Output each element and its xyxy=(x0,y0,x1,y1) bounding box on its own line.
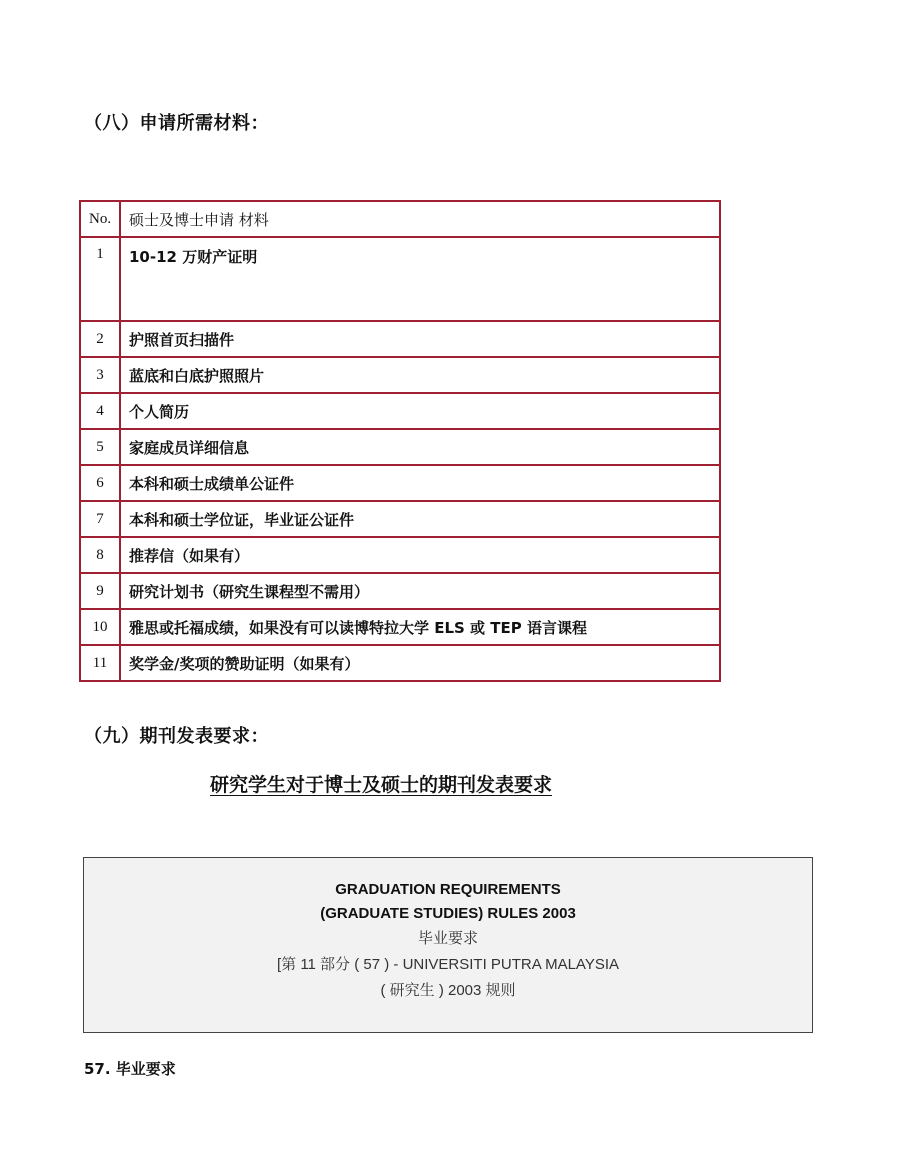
row-item: 研究计划书（研究生课程型不需用） xyxy=(120,573,720,609)
row-number: 5 xyxy=(80,429,120,465)
row-item: 护照首页扫描件 xyxy=(120,321,720,357)
rules-year-line: ( 研究生 ) 2003 规则 xyxy=(380,982,516,999)
table-row xyxy=(80,537,720,573)
row-item: 推荐信（如果有） xyxy=(120,537,720,573)
row-number: 1 xyxy=(80,237,120,321)
row-item: 10-12 万财产证明 xyxy=(120,237,720,321)
table-row xyxy=(80,465,720,501)
materials-table xyxy=(79,200,721,682)
table-header-row xyxy=(80,201,720,237)
table-row xyxy=(80,393,720,429)
row-item: 本科和硕士学位证，毕业证公证件 xyxy=(120,501,720,537)
row-number: 6 xyxy=(80,465,120,501)
row-item: 雅思或托福成绩，如果没有可以读博特拉大学 ELS 或 TEP 语言课程 xyxy=(120,609,720,645)
table-row xyxy=(80,357,720,393)
row-number: 2 xyxy=(80,321,120,357)
section-57-heading: 57. 毕业要求 xyxy=(84,1060,176,1078)
row-item: 奖学金/奖项的赞助证明（如果有） xyxy=(120,645,720,681)
row-item: 本科和硕士成绩单公证件 xyxy=(120,465,720,501)
section-9-heading: （九）期刊发表要求： xyxy=(84,726,269,747)
row-number: 4 xyxy=(80,393,120,429)
rules-part-reference: [第 11 部分 ( 57 ) - UNIVERSITI PUTRA MALAYSIA xyxy=(276,956,620,973)
row-number: 3 xyxy=(80,357,120,393)
publication-requirements-title: 研究学生对于博士及硕士的期刊发表要求 xyxy=(210,774,553,796)
table-row xyxy=(80,501,720,537)
row-item: 家庭成员详细信息 xyxy=(120,429,720,465)
row-number: 9 xyxy=(80,573,120,609)
section-8-heading: （八）申请所需材料： xyxy=(84,113,269,134)
row-item: 个人简历 xyxy=(120,393,720,429)
row-number: 10 xyxy=(80,609,120,645)
rules-title-line-1: GRADUATION REQUIREMENTS xyxy=(335,881,561,898)
table-row xyxy=(80,573,720,609)
row-item: 蓝底和白底护照照片 xyxy=(120,357,720,393)
table-row xyxy=(80,237,720,321)
row-number: 7 xyxy=(80,501,120,537)
header-no: No. xyxy=(80,201,120,237)
graduation-rules-box xyxy=(83,857,813,1033)
table-row xyxy=(80,321,720,357)
table-row xyxy=(80,645,720,681)
row-number: 11 xyxy=(80,645,120,681)
rules-title-line-2: (GRADUATE STUDIES) RULES 2003 xyxy=(320,905,576,922)
header-item: 硕士及博士申请 材料 xyxy=(120,201,720,237)
table-row xyxy=(80,429,720,465)
rules-subtitle-cn: 毕业要求 xyxy=(417,930,478,947)
row-number: 8 xyxy=(80,537,120,573)
table-row xyxy=(80,609,720,645)
